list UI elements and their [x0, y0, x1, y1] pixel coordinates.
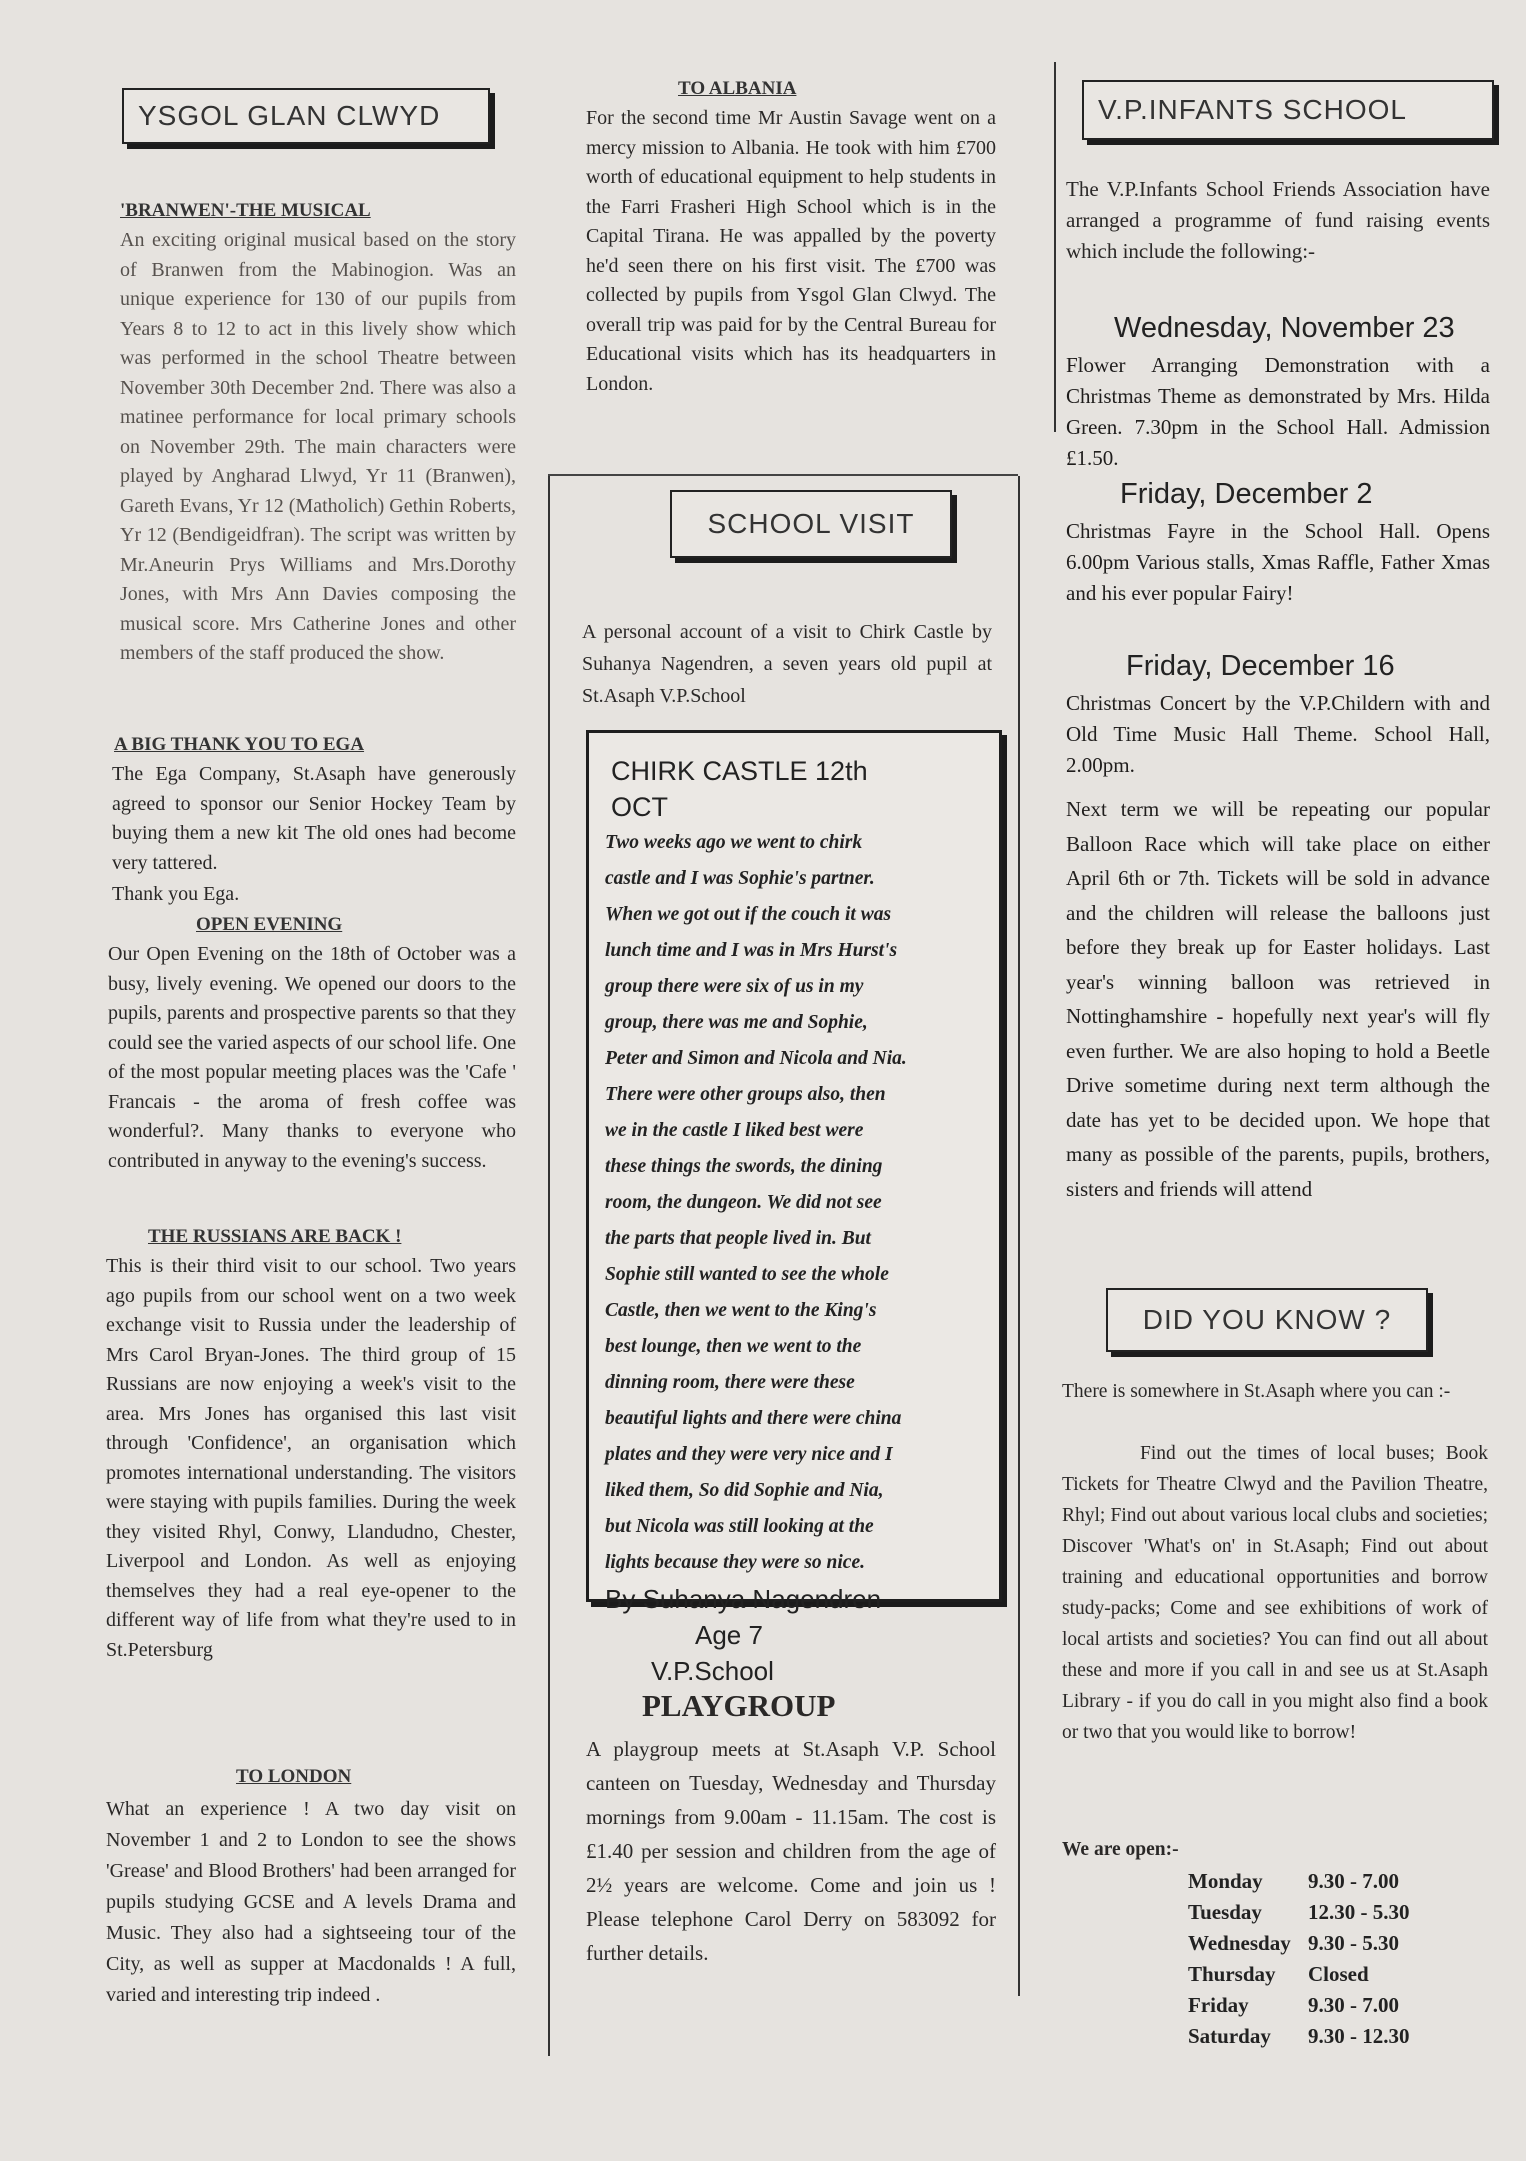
hours-row	[1188, 1866, 1410, 1897]
story-line: room, the dungeon. We did not see	[605, 1192, 882, 1213]
heading-london: TO LONDON	[236, 1766, 352, 1787]
event-3-details: Christmas Concert by the V.P.Childern with and Old Time Music Hall Theme. School Hall, 2.00pm.	[1066, 691, 1490, 777]
story-line: best lounge, then we went to the	[605, 1336, 862, 1357]
chirk-castle-signature	[589, 1581, 999, 1689]
event-3-date: Friday, December 16	[1126, 650, 1395, 682]
article-albania: For the second time Mr Austin Savage went on a mercy mission to Albania. He took with him £700 worth of educational equipment to help students in the Farri Frasheri High School which is in the Capital Tirana. He was appalled by the poverty he'd seen there on his first visit. The £700 was collected by pupils from Ysgol Glan Clwyd. The overall trip was paid for by the Central Bureau for Educational visits which has its headquarters in London.	[586, 107, 996, 395]
hours-row	[1188, 1928, 1410, 1959]
hours-day: Friday	[1188, 1993, 1249, 2017]
heading-ega: A BIG THANK YOU TO EGA	[114, 734, 365, 755]
story-line: lights because they were so nice.	[605, 1552, 865, 1573]
did-you-know-article: Find out the times of local buses; Book Tickets for Theatre Clwyd and the Pavilion Theatre, Rhyl; Find out about various local clubs and societies; Discover 'What's on' in St.Asaph; Find out about training and educational opportunities and borrow study-packs; Come and see exhibitions of work of local artists and societies? You can find out all about these and more if you call in and see us at St.Asaph Library - if you do call in you might also find a book or two that you would like to borrow!	[1062, 1443, 1488, 1743]
heading-playgroup: PLAYGROUP	[642, 1688, 836, 1723]
balloon-race-article: Next term we will be repeating our popular Balloon Race which will take place on either April 6th or 7th. Tickets will be sold in advance and the children will release the balloons just before they break up for Easter holidays. Last year's winning balloon was retrieved in Nottinghamshire - hopefully next year's will fly even further. We are also hoping to hold a Beetle Drive sometime during next term although the date has yet to be decided upon. We hope that many as possible of the parents, pupils, brothers, sisters and friends will attend	[1066, 797, 1490, 1201]
event-2-date: Friday, December 2	[1120, 478, 1373, 510]
section-title-ysgol-glan-clwyd: YSGOL GLAN CLWYD	[122, 88, 490, 144]
hours-day: Saturday	[1188, 2024, 1271, 2048]
hours-day: Wednesday	[1188, 1931, 1291, 1955]
hours-time: 9.30 - 12.30	[1308, 2024, 1410, 2048]
story-line: Two weeks ago we went to chirk	[605, 832, 863, 853]
hours-time: 12.30 - 5.30	[1308, 1900, 1410, 1924]
heading-albania: TO ALBANIA	[678, 78, 797, 99]
story-line: group there were six of us in my	[605, 976, 864, 997]
story-line: castle and I was Sophie's partner.	[605, 868, 875, 889]
hours-time: 9.30 - 5.30	[1308, 1931, 1399, 1955]
hours-row	[1188, 1897, 1410, 1928]
event-2-details: Christmas Fayre in the School Hall. Opens 6.00pm Various stalls, Xmas Raffle, Father Xmas and his ever popular Fairy!	[1066, 519, 1490, 605]
article-open-evening: Our Open Evening on the 18th of October was a busy, lively evening. We opened our doors to the pupils, parents and prospective parents so that they could see the varied aspects of our school life. One of the most popular meeting places was the 'Cafe ' Francais - the aroma of fresh coffee was wonderful?. Many thanks to everyone who contributed in anyway to the evening's success.	[108, 943, 516, 1172]
heading-open-evening: OPEN EVENING	[196, 914, 343, 935]
section-title-vp-infants: V.P.INFANTS SCHOOL	[1082, 80, 1494, 140]
divider-line	[548, 474, 1018, 476]
story-line: group, there was me and Sophie,	[605, 1012, 868, 1033]
article-ega: The Ega Company, St.Asaph have generously agreed to sponsor our Senior Hockey Team by buying them a new kit The old ones had become very tattered.	[112, 763, 516, 874]
story-line: but Nicola was still looking at the	[605, 1516, 874, 1537]
hours-time: 9.30 - 7.00	[1308, 1869, 1399, 1893]
library-open-label: We are open:-	[1062, 1839, 1179, 1860]
heading-branwen: 'BRANWEN'-THE MUSICAL	[120, 200, 371, 221]
hours-time: 9.30 - 7.00	[1308, 1993, 1399, 2017]
hours-row	[1188, 2021, 1410, 2052]
chirk-castle-title: CHIRK CASTLE 12th OCT	[611, 756, 868, 822]
story-line: the parts that people lived in. But	[605, 1228, 871, 1249]
school-visit-intro: A personal account of a visit to Chirk Castle by Suhanya Nagendren, a seven years old pupil at St.Asaph V.P.School	[582, 621, 992, 707]
ega-thanks: Thank you Ega.	[112, 883, 240, 905]
article-london: What an experience ! A two day visit on November 1 and 2 to London to see the shows 'Grease' and Blood Brothers' had been arranged for pupils studying GCSE and A levels Drama and Music. They also had a sightseeing tour of the City, as well as supper at Macdonalds ! A full, varied and interesting trip indeed .	[106, 1798, 516, 2006]
did-you-know-intro: There is somewhere in St.Asaph where you can :-	[1062, 1381, 1451, 1402]
event-1-details: Flower Arranging Demonstration with a Christmas Theme as demonstrated by Mrs. Hilda Green. 7.30pm in the School Hall. Admission £1.50.	[1066, 353, 1490, 470]
hours-day: Thursday	[1188, 1962, 1276, 1986]
story-line: Castle, then we went to the King's	[605, 1300, 877, 1321]
author-school: V.P.School	[651, 1656, 774, 1686]
story-line: There were other groups also, then	[605, 1084, 886, 1105]
story-line: Sophie still wanted to see the whole	[605, 1264, 889, 1285]
article-branwen: An exciting original musical based on the story of Branwen from the Mabinogion. Was an unique experience for 130 of our pupils from Years 8 to 12 to act in this lively show which was performed in the school Theatre between November 30th December 2nd. There was also a matinee performance for local primary schools on November 29th. The main characters were played by Angharad Llwyd, Yr 11 (Branwen), Gareth Evans, Yr 12 (Matholich) Gethin Roberts, Yr 12 (Bendigeidfran). The script was written by Mr.Aneurin Prys Williams and Mrs.Dorothy Jones, with Mrs Ann Davies composing the musical score. Mrs Catherine Jones and other members of the staff produced the show.	[120, 229, 516, 664]
story-line: we in the castle I liked best were	[605, 1120, 864, 1141]
heading-russians: THE RUSSIANS ARE BACK !	[148, 1226, 402, 1247]
library-opening-hours	[1188, 1866, 1410, 2052]
chirk-castle-story	[589, 825, 999, 1581]
story-line: liked them, So did Sophie and Nia,	[605, 1480, 884, 1501]
story-line: beautiful lights and there were china	[605, 1408, 902, 1429]
section-title-school-visit: SCHOOL VISIT	[670, 490, 952, 558]
story-line: these things the swords, the dining	[605, 1156, 883, 1177]
hours-row	[1188, 1990, 1410, 2021]
article-playgroup: A playgroup meets at St.Asaph V.P. School canteen on Tuesday, Wednesday and Thursday mornings from 9.00am - 11.15am. The cost is £1.40 per session and children from the age of 2½ years are welcome. Come and join us ! Please telephone Carol Derry on 583092 for further details.	[586, 1737, 996, 1965]
section-title-did-you-know: DID YOU KNOW ?	[1106, 1288, 1428, 1352]
hours-day: Monday	[1188, 1869, 1263, 1893]
vp-infants-intro: The V.P.Infants School Friends Association have arranged a programme of fund raising events which include the following:-	[1066, 177, 1490, 263]
story-line: plates and they were very nice and I	[605, 1444, 893, 1465]
story-line: dinning room, there were these	[605, 1372, 855, 1393]
hours-day: Tuesday	[1188, 1900, 1262, 1924]
column-rule-right	[1018, 476, 1020, 1996]
article-russians: This is their third visit to our school. Two years ago pupils from our school went on a two week exchange visit to Russia under the leadership of Mrs Carol Bryan-Jones. The third group of 15 Russians are now enjoying a week's visit to the area. Mrs Jones has organised this last visit through 'Confidence', an organisation which promotes international understanding. The visitors were staying with pupils families. During the week they visited Rhyl, Conwy, Llandudno, Chester, Liverpool and London. As well as enjoying themselves they had a real eye-opener to the different way of life from what they're used to in St.Petersburg	[106, 1255, 516, 1661]
story-line: lunch time and I was in Mrs Hurst's	[605, 940, 898, 961]
story-line: Peter and Simon and Nicola and Nia.	[605, 1048, 907, 1069]
event-1-date: Wednesday, November 23	[1114, 312, 1455, 344]
column-rule-top	[1054, 62, 1056, 432]
author-name: By Suhanya Nagendren	[605, 1584, 882, 1614]
author-age: Age 7	[695, 1620, 763, 1650]
chirk-castle-story-box	[586, 730, 1002, 1686]
hours-time: Closed	[1308, 1962, 1369, 1986]
story-line: When we got out if the couch it was	[605, 904, 892, 925]
hours-row	[1188, 1959, 1410, 1990]
column-rule-left	[548, 476, 550, 2056]
